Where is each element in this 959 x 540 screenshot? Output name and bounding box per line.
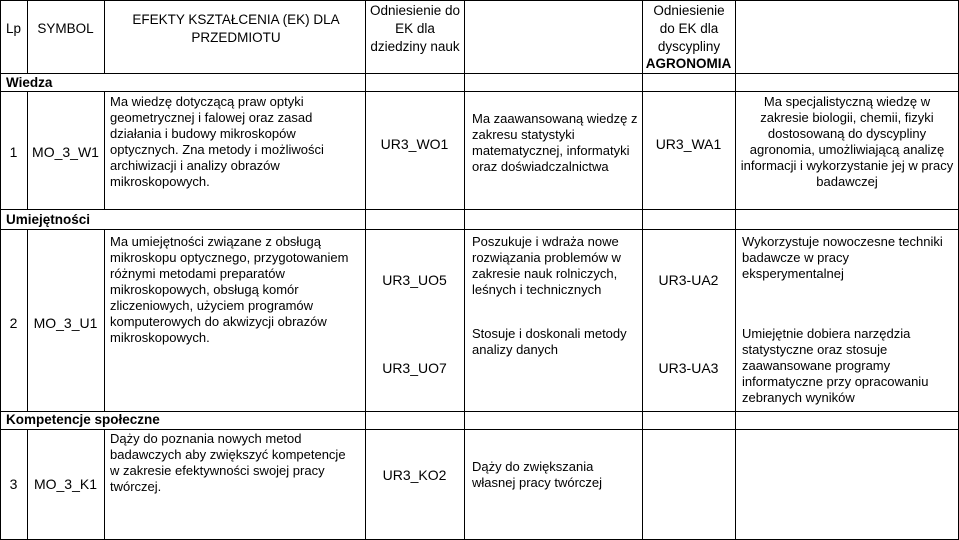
row-domain-code-1: UR3_UO5 — [382, 272, 447, 288]
header-discipline-ref: Odniesienie do EK dla dyscypliny — [653, 3, 725, 54]
row-symbol: MO_3_W1 — [32, 144, 99, 160]
header-domain-ref: Odniesienie do EK dla dziedziny nauk — [369, 3, 461, 54]
section-wiedza: Wiedza — [6, 75, 53, 90]
section-umiejetnosci: Umiejętności — [6, 212, 91, 227]
row-domain-desc-2: Stosuje i doskonali metody analizy danych — [472, 326, 627, 357]
row-domain-desc: Dąży do zwiększania własnej pracy twórczej — [472, 459, 603, 490]
section-kompetencje: Kompetencje społeczne — [6, 412, 160, 427]
header-lp: Lp — [5, 21, 22, 36]
row-effect: Ma umiejętności związane z obsługą mikroskopu optycznego, przygotowaniem różnymi metodami preparatów mikroskopowych, obsługą komór zliczeniowych, użyciem programów komputerowych do akwizycji obrazów mikroskopowych. — [110, 234, 349, 345]
row-discipline-desc-2: Umiejętnie dobiera narzędzia statystyczne oraz stosuje zaawansowane programy informatyczne przy opracowaniu zebranych wyników — [742, 326, 929, 405]
header-discipline-name: AGRONOMIA — [645, 56, 732, 71]
row-domain-code: UR3_KO2 — [382, 467, 447, 483]
header-effects: EFEKTY KSZTAŁCENIA (EK) DLA PRZEDMIOTU — [132, 12, 340, 45]
row-discipline-code-1: UR3-UA2 — [658, 272, 719, 288]
row-domain-desc: Ma zaawansowaną wiedzę z zakresu statystyki matematycznej, informatyki oraz doświadczalnictwa — [472, 111, 638, 174]
header-symbol: SYMBOL — [37, 21, 94, 36]
row-domain-desc-1: Poszukuje i wdraża nowe rozwiązania problemów w zakresie nauk rolniczych, leśnych i technicznych — [472, 234, 621, 297]
row-discipline-code: UR3_WA1 — [655, 136, 722, 152]
row-discipline-desc: Ma specjalistyczną wiedzę w zakresie biologii, chemii, fizyki dostosowaną do dyscypliny agronomia, umożliwiającą analizę informacji i wykorzystanie jej w pracy badawczej — [740, 94, 954, 189]
row-lp: 1 — [9, 144, 18, 160]
row-effect: Dąży do poznania nowych metod badawczych aby zwiększyć kompetencje w zakresie efektywności swojej pracy twórczej. — [110, 431, 346, 494]
row-discipline-code-2: UR3-UA3 — [658, 360, 719, 376]
row-effect: Ma wiedzę dotyczącą praw optyki geometrycznej i falowej oraz zasad działania i budowy mikroskopów optycznych. Zna metody i możliwości archiwizacji i analizy obrazów mikroskopowych. — [110, 94, 324, 189]
row-domain-code: UR3_WO1 — [380, 136, 449, 152]
row-symbol: MO_3_U1 — [33, 315, 98, 331]
row-domain-code-2: UR3_UO7 — [382, 360, 447, 376]
row-discipline-desc-1: Wykorzystuje nowoczesne techniki badawcze w pracy eksperymentalnej — [742, 234, 943, 281]
row-lp: 3 — [9, 476, 18, 492]
row-lp: 2 — [9, 315, 18, 331]
row-symbol: MO_3_K1 — [33, 476, 98, 492]
